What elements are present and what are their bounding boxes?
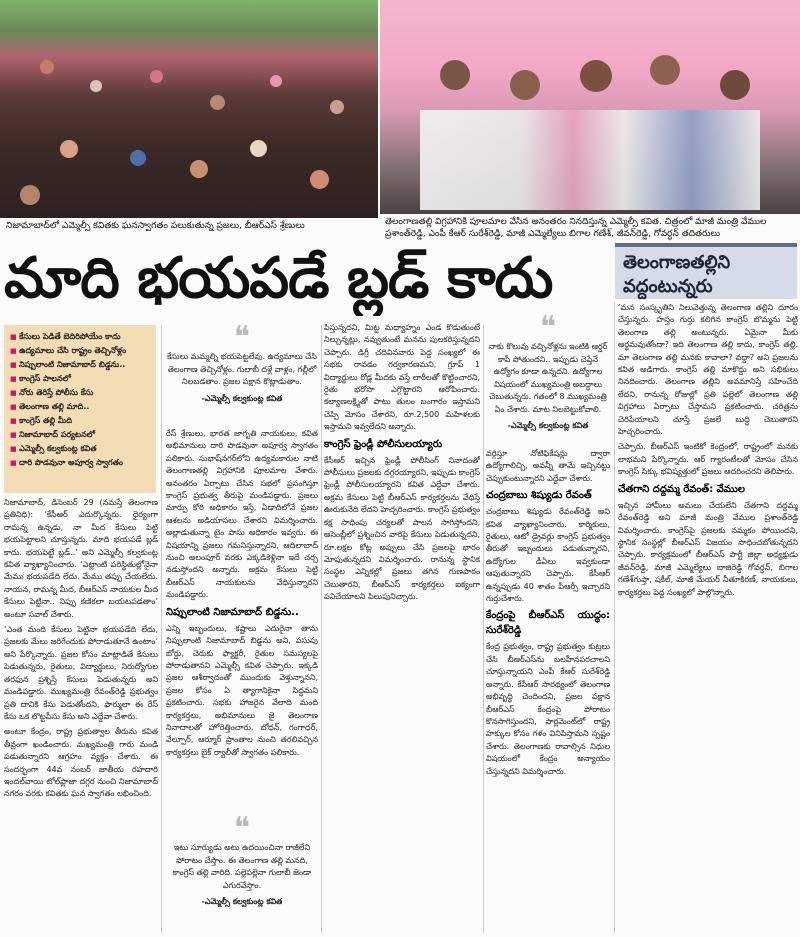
article-paragraph: ఎన్ని ఇబ్బందులు, కష్టాలు ఎదురైనా తాను నిప్పులాంటి నిజామాబాద్ బిడ్డను అని, పసుపు బోర్డు, చెరుకు ఫ్యాక్టరీ, రైతుల సమస్యలపై పోరాడుతానని ఎమ్మెల్సీ కవిత చెప్పారు. ఇక్కడి ప్రజల ఆశీర్వాదంతో ముందుకు వెళ్తున్నానని, ప్రజల కోసం ఏ త్యాగానికైనా సిద్ధమని ప్రకటించారు. సభకు హాజరైన వేలాది మంది కార్యకర్తలు, అభిమానులు జై తెలంగాణ నినాదాలతో హోరెత్తించారు. బోధన్, గంగాధర్, వేల్పూర్, ఆర్మూర్ ప్రాంతాల నుంచి తరలివచ్చిన కార్యకర్తలు బైక్ ర్యాలీతో స్వాగతం పలికారు. xyxy=(166,623,318,757)
highlight-item: ■ ఉద్యమాలు చేసి రాష్ట్రం తెచ్చినోళ్లం xyxy=(10,344,150,358)
article-column-5 xyxy=(618,302,798,934)
quote-icon: ❝ xyxy=(233,320,251,355)
article-column-1 xyxy=(4,497,158,935)
article-column-2 xyxy=(166,428,318,808)
pull-quote-author: -ఎమ్మెల్సీ కల్వకుంట్ల కవిత xyxy=(507,421,589,430)
right-photo-caption: తెలంగాణతల్లి విగ్రహానికి పూలమాల వేసిన అనంతరం నినదిస్తున్న ఎమ్మెల్సీ కవిత. చిత్రంలో మాజీ మంత్రి వేముల ప్రశాంత్‌రెడ్డి, ఎంపీ కేఆర్ సురేశ్‌రెడ్డి, మాజీ ఎమ్మెల్యేలు బిగాల గణేశ్, జీవన్‌రెడ్డి, గోవర్ధన్ తదితరులు xyxy=(385,217,767,239)
article-paragraph: ఇచ్చిన హామీలు అమలు చేయలేని చేతగాని దద్దమ్మ రేవంత్‌రెడ్డి అని మాజీ మంత్రి వేముల ప్రశాంత్‌రెడ్డి విమర్శించారు. కాంగ్రెస్‌పై ప్రజలకు నమ్మకం పోయిందని, స్థానిక సంస్థల్లో బీఆర్‌ఎస్ విజయం సాధించబోతున్నదని చెప్పారు. కార్యక్రమంలో బీఆర్‌ఎస్ పార్టీ జిల్లా అధ్యక్షుడు జీవన్‌రెడ్డి, మాజీ ఎమ్మెల్యేలు బాజిరెడ్డి గోవర్ధన్, బిగాల గణేశ్‌గుప్తా, షకీల్, మాజీ మేయర్ నీతూకిరణ్, నాయకులు, కార్యకర్తలు పెద్ద సంఖ్యలో పాల్గొన్నారు. xyxy=(618,500,798,597)
section-heading: చంద్రబాబు శిష్యుడు రేవంత్ xyxy=(486,490,592,502)
article-paragraph: చెప్పారు. బీఆర్‌ఎస్ ఇంటికో కెంద్రంలో, రాష్ట్రంలో మనకు లాభమని పేర్కొన్నారు. ఆర్ గ్యారంటీలతో మోసం చేసిన కాంగ్రెస్ సిక్కు భవిష్యత్తులో ప్రజలు ఆదరించరని తెలిపారు. xyxy=(618,442,798,477)
highlight-item: ■ ఎమ్మెల్సీ కల్వకుంట్ల కవిత xyxy=(10,442,150,456)
article-paragraph: కేసీఆర్ ఇచ్చిన ఫ్రెండ్లీ పోలీసింగ్ నినాదంతో పోలీసులు ప్రజలకు దగ్గరయ్యారని, ఇప్పుడు కాంగ్రెస్ ఫ్రెండ్లీ పోలీసులయ్యారని కవిత ఎద్దేవా చేశారు. అక్రమ కేసులు పెట్టి బీఆర్‌ఎస్ కార్యకర్తలను వేధిస్తే ఊరుకునేది లేదని హెచ్చరించారు. కాంగ్రెస్ ప్రభుత్వం కక్ష సాధింపు చర్యలతో పాలన సాగిస్తోందని, అసెంబ్లీలో ప్రశ్నించిన వారిపై కేసులు పెడుతున్నదని, రూ.లక్షల కోట్ల అప్పులు చేసి ప్రజలపై భారం మోపుతున్నదని విమర్శించారు. రానున్న స్థానిక సంస్థల ఎన్నికల్లో ప్రజలు తగిన గుణపాఠం చెబుతారని, బీఆర్‌ఎస్ కార్యకర్తలు ఐక్యంగా పనిచేయాలని పిలుపునిచ్చారు. xyxy=(324,455,480,602)
column-divider xyxy=(321,325,322,933)
article-paragraph: ‘ఎంత మంది కేసులు పెట్టినా భయపడేది లేదు, ప్రజలకు మేలు జరిగేందుకు పోరాడుతూనే ఉంటాం’ అని పేర్కొన్నారు. ప్రజల కోసం మాట్లాడితే కేసులు పెడుతున్నరు, రైతులు, విద్యార్థులు, నిరుద్యోగుల తరఫున ప్రశ్నిస్తే కేసులు పెడుతున్నరు అని మండిపడ్డారు. ముఖ్యమంత్రి రేవంత్‌రెడ్డి ప్రభుత్వం ప్రతి దానికి కేసు పెడుతోందని, ఫార్ములా ఈ రేస్ కేసు ఒక లొట్టపీసు కేసు అని ఎద్దేవా చేశారు. xyxy=(4,625,158,721)
article-paragraph: ‘మన సంస్కృతిని నిలువెత్తున్న తెలంగాణ తల్లిని దూరం చేస్తున్నరు. హస్తం గుర్తు కలిగిన కాంగ్రెస్ బొమ్మను పెట్టి తెలంగాణ తల్లి అంటున్నరు. ఏమైనా మీకు అర్థమవుతోందా? ఇది తెలంగాణ తల్లి కాదు, కాంగ్రెస్ తల్లి. మా తెలంగాణ తల్లి మనకు కావాలా? వద్దా? అని ప్రజలను కవిత అడిగారు. కాంగ్రెస్ తల్లి మాకొద్దు అని సభికులు నినదించారు. తెలంగాణ తల్లిని అవమానిస్తే సహించేది లేదని, రానున్న రోజుల్లో ప్రతి పల్లెలో తెలంగాణ తల్లి విగ్రహాలు ఏర్పాటు చేస్తామని ప్రకటించారు. చరిత్రను చెరిపేయాలని చూస్తే ప్రజలే బుద్ధి చెబుతారని హెచ్చరించారు. xyxy=(618,303,798,437)
highlight-item: ■ కేసులు పెడితే బెదిరిపోయేం కాదు xyxy=(10,330,150,344)
section-heading: కాంగ్రెస్ ఫ్రెండ్లీ పోలీసులయ్యారు xyxy=(324,438,443,450)
quote-icon: ❝ xyxy=(233,811,251,846)
article-paragraph: వర్గిస్తూ నోటిఫికేషన్లు ద్వారా ఉద్యోగాలిచ్చి, అవన్నీ తామే ఇచ్చినట్టు చెప్పుకుంటున్నారని ఎద్దేవా చేశారు. xyxy=(486,449,610,483)
pull-quote-text: నాకు కొలువు వచ్చినోళ్లను ఇంటికి ఆర్డర్ కాపీ పోతుందని.. ఇప్పుడు చెప్తేనే ఉద్యోగం కూడా ఉన్నదని. ఉద్యోగాల విషయంలో ముఖ్యమంత్రి అబద్ధాలు చెబుతున్నరు. గతంలో 8 ముఖ్యమంత్రి ఏం చేశారు. మాట నిలబెట్టుకోవాలి. xyxy=(488,342,608,414)
article-paragraph: కేంద్ర ప్రభుత్వం, రాష్ట్ర ప్రభుత్వం కుట్రలు చేసి బీఆర్‌ఎస్‌ను బలహీనపరచాలని చూస్తున్నాయని ఎంపీ కేఆర్ సురేశ్‌రెడ్డి అన్నారు. కేసీఆర్ సారథ్యంలో తెలంగాణ అభివృద్ధి చెందిందని, ప్రజల పక్షాన బీఆర్‌ఎస్ కేంద్రంపై పోరాటం కొనసాగిస్తుందని, పార్లమెంట్‌లో రాష్ట్ర హక్కుల కోసం గళం వినిపిస్తామని స్పష్టం చేశారు. తెలంగాణకు రావాల్సిన నిధుల విషయంలో కేంద్రం అన్యాయం చేస్తున్నదని విమర్శించారు. xyxy=(486,642,610,776)
highlight-item: ■ నోరు తెరిస్తే పోలీసు కేసు xyxy=(10,386,150,400)
crowd-photo xyxy=(0,0,378,218)
column-divider xyxy=(161,325,162,933)
pull-quote-author: -ఎమ్మెల్సీ కల్వకుంట్ల కవిత xyxy=(201,393,283,403)
pull-quote-2 xyxy=(166,811,318,934)
highlight-item: ■ దారి పొడవునా అపూర్వ స్వాగతం xyxy=(10,456,150,470)
headline: మాది భయపడే బ్లడ్ కాదు xyxy=(4,245,553,311)
highlight-item: ■ నిజామాబాద్ పర్యటనలో xyxy=(10,428,150,442)
pull-quote-text: కేసులు మమ్మల్ని భయపెట్టలేవు. ఉద్యమాలు చేసి తెలంగాణ తెచ్చినోళ్లం. గులాబీ దళ్లే వాళ్లం, గల్లీలో నిలబడతాం. ప్రజల పక్షాన కొట్లాడుతాం. xyxy=(167,352,317,386)
article-paragraph: చంద్రబాబు శిష్యుడు రేవంత్‌రెడ్డి అని కవిత వ్యాఖ్యానించారు. కార్మికులు, రైతులు, ఆటో డ్రైవర్లు కాంగ్రెస్ ప్రభుత్వం తీరుతో ఇబ్బందులు పడుతున్నారని, ఉద్యోగుల డీఏలు ఇవ్వకుండా ఆపుతున్నారని చెప్పారు. కేసీఆర్ ఉన్నప్పుడు 40 శాతం పీఆర్సీ ఇచ్చారని గుర్తుచేశారు. xyxy=(486,507,610,604)
highlights-box xyxy=(4,325,156,493)
pull-quote-3 xyxy=(486,310,610,443)
highlight-item: ■ కాంగ్రెస్ తల్లి మీది xyxy=(10,414,150,428)
left-photo-caption: నిజామాబాద్‌లో ఎమ్మెల్సీ కవితకు ఘనస్వాగతం పలుకుతున్న ప్రజలు, బీఆర్‌ఎస్ శ్రేణులు xyxy=(6,221,305,231)
highlight-item: ■ నిప్పులాంటి నిజామాబాద్ బిడ్డను.. xyxy=(10,358,150,372)
section-heading: చేతగాని దద్దమ్మ రేవంత్: వేముల xyxy=(618,483,745,495)
pull-quote-text: ఇటు సూర్యుడు అటు ఉదయించినా రాజీలేని పోరాటం చేస్తాం. ఈ తెలంగాణ తల్లి మనది, కాంగ్రెస్ తల్లి వారిది. పల్లెపల్లెనా గులాబీ జెండా ఎగురవేస్తాం. xyxy=(172,843,312,890)
article-column-3 xyxy=(324,322,480,934)
leaders-photo xyxy=(380,0,800,214)
column-divider xyxy=(483,325,484,933)
article-paragraph: రేస్ శ్రేణులు, భారత జాగృతి నాయకులు, కవిత అభిమానులు దారి పొడవునా అపూర్వ స్వాగతం పలికారు. సుభాష్‌నగర్‌లోని ఉద్యమకారుల నాటి తెలంగాణతల్లి విగ్రహానికి పూలమాల వేశారు. అనంతరం ఏర్పాటు చేసిన సభలో ప్రసంగిస్తూ కాంగ్రెస్ ప్రభుత్వ తీరుపై మండిపడ్డారు. ప్రజలు మార్పు కోరి అధికారం ఇస్తే, ఏడాదిలోనే ప్రజల ఆశలను అడియాసలు చేశారని విమర్శించారు. అల్లాడుతున్నా టైం పాసు అధికారం ఇవ్వరు. ఈ విషయాన్ని ప్రజలు గమనిస్తున్నారని, ఆదిలాబాద్ నుంచి అలంపూర్ వరకు ఎక్కడికెళ్లినా ఇదే చర్చ నడుస్తోందని అన్నారు. అక్రమ కేసులు పెట్టి బీఆర్‌ఎస్ నాయకులను వేధిస్తున్నారని మండిపడ్డారు. xyxy=(166,429,318,600)
pull-quote-1 xyxy=(166,320,318,425)
article-paragraph: నిజామాబాద్, డిసెంబర్ 29 (నమస్తే తెలంగాణ ప్రతినిధి): ‘కేసీఆర్ ఎదుర్కొన్నరు. ధైర్యంగా రామన్న ఉన్నడు, నా మీద కేసులు పెట్టి భయపెట్టాలని చూస్తున్నరు. మాది భయపడే బ్లడ్ కాదు. భయపెట్టే బ్లడ్..’ అని ఎమ్మెల్సీ కల్వకుంట్ల కవిత వ్యాఖ్యానించారు. ‘ఎట్లాంటి పరిస్థితుల్లోనైనా మేము భయపడేది లేదు. మేము తప్పు చేయలేదు. నాయన, రామన్న మీద, బీఆర్‌ఎస్ నాయకుల మీద కేసులు పెట్టినా.. నిప్పు కణికలా బయటపడతాం’ అంటూ సవాల్ చేశారు. xyxy=(4,498,158,619)
side-story-title: తెలంగాణతల్లిని వద్దంటున్నరు xyxy=(615,243,797,299)
section-heading: కేంద్రంపై బీఆర్‌ఎస్ యుద్ధం: సురేశ్‌రెడ్డి xyxy=(486,610,610,637)
highlight-item: ■ కాంగ్రెస్ పాలనలో xyxy=(10,372,150,386)
quote-icon: ❝ xyxy=(539,310,557,345)
article-paragraph: పిస్తున్నదని, మిట్ట మధ్యాహ్నం ఎండ కొడుతుంటే నిల్చున్నట్లు, నవ్వుతుంటే మనను పులకరిస్తున్నదని చెప్పారు. డిగ్రీ చదివినవారు పెద్ద సంఖ్యలో ఈ సభకు రావడం గర్వకారణమని, గ్రూప్ 1 విద్యార్థులు రోడ్ల మీదకు వస్తే లాఠీలతో కొట్టించారని, రైతు భరోసా ఎగ్గొట్టారని ఆరోపించారు. కల్యాణలక్ష్మితో పాటు తులం బంగారం ఇస్తామని చెప్పి మోసం చేశారని, రూ.2,500 మహిళలకు ఇస్తామని ఇవ్వలేదని అన్నారు. xyxy=(324,323,480,432)
pull-quote-author: -ఎమ్మెల్సీ కల్వకుంట్ల కవిత xyxy=(201,897,283,906)
article-paragraph: అంటూ కేంద్రం, రాష్ట్ర ప్రభుత్వాల తీరును కవిత తీవ్రంగా ఖండించారు. మఖ్యమంత్రి గారు మండి పడుతున్నారని ఆగ్రహం వ్యక్తం చేశారు. ఈ సందర్భంగా 44వ నంబర్ జాతీయ రహదారి ఇందల్‌వాయి టోల్‌ప్లాజా దగ్గర నుంచి నిజామాబాద్ నగరం వరకు కవితకు ఘన స్వాగతం లభించింది. xyxy=(4,727,158,799)
article-column-4 xyxy=(486,448,610,934)
section-heading: నిప్పులాంటి నిజామాబాద్ బిడ్డను.. xyxy=(166,606,299,618)
highlight-item: ■ తెలంగాణ తల్లి మాది.. xyxy=(10,400,150,414)
column-divider xyxy=(614,302,615,933)
